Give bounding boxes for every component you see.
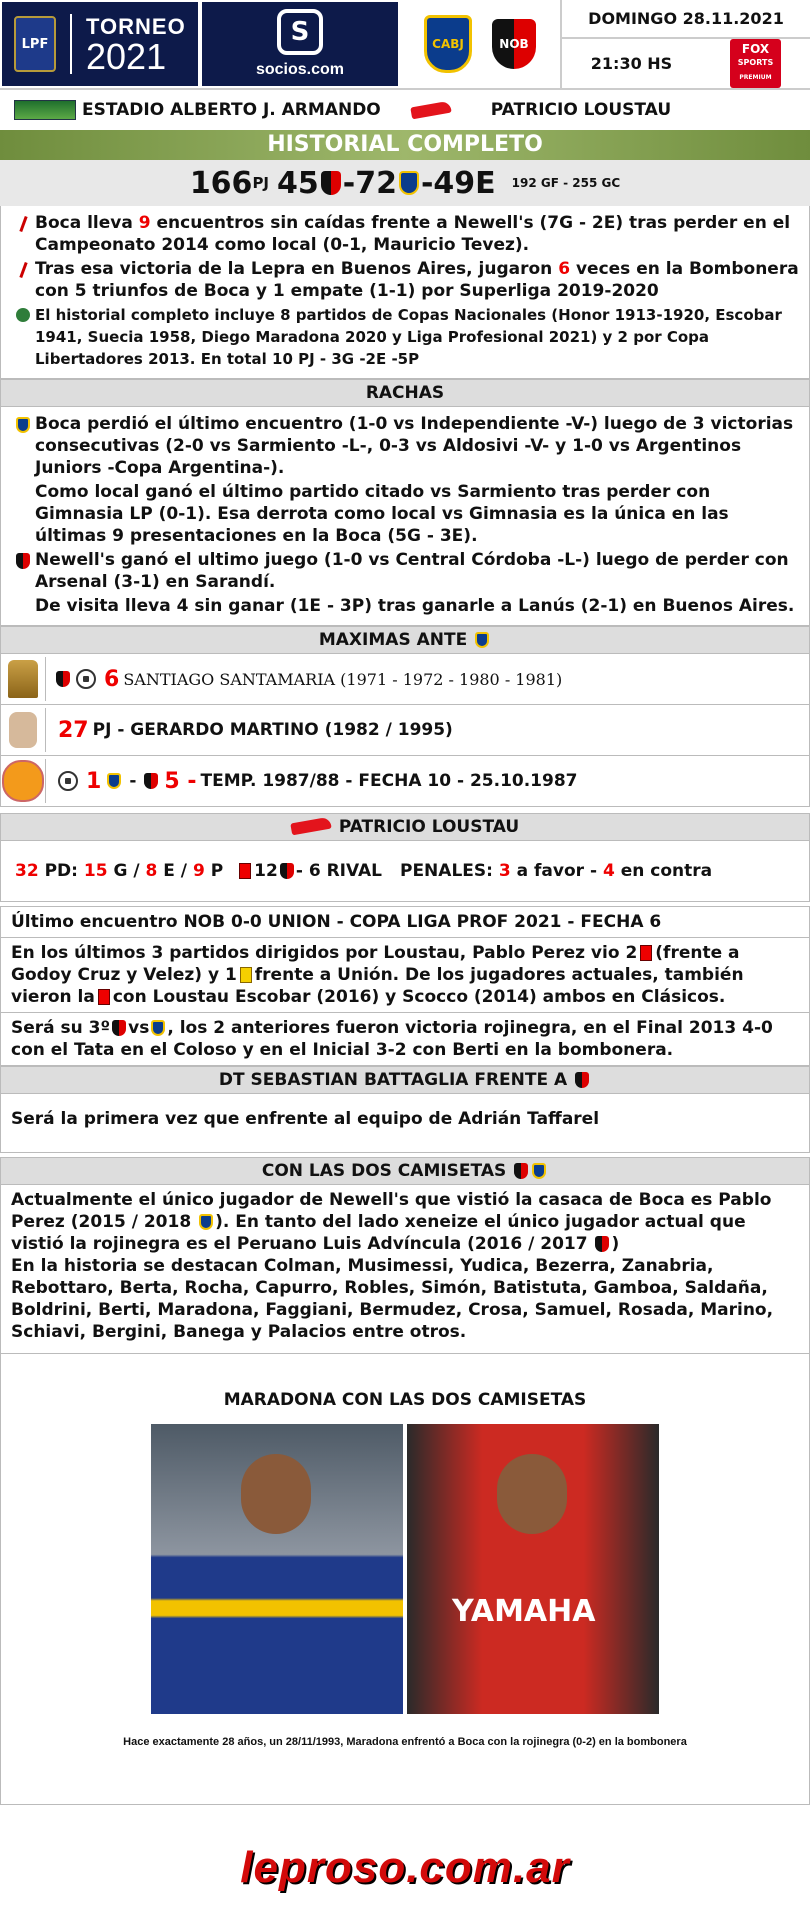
torneo-year: 2021 — [86, 36, 167, 77]
trophy-ball-icon — [16, 308, 30, 322]
boca-crest-icon: CABJ — [424, 15, 472, 73]
venue-row — [0, 90, 810, 130]
historial-totals: 166 PJ 45 -72 -49E 192 GF - 255 GC — [0, 160, 810, 206]
header — [0, 0, 810, 90]
section-title-rachas: RACHAS — [0, 379, 810, 407]
maradona-photos — [1, 1424, 809, 1714]
nob-crest-icon — [595, 1236, 609, 1252]
tarjetas-note: En los últimos 3 partidos dirigidos por Loustau, Pablo Perez vio 2 (frente a Godoy Cruz y Velez) y 1 frente a Unión. De los jugadores actuales, también vieron la con Loustau Escobar (2016) y Scocco (2014) ambos en Clásicos. — [0, 938, 810, 1013]
boca-crest-icon — [107, 773, 121, 789]
maxima-goleada-row: 1 - 5 - TEMP. 1987/88 - FECHA 10 - 25.10.1987 — [0, 756, 810, 807]
boca-crest-icon — [199, 1214, 213, 1230]
boca-crest-icon — [151, 1020, 165, 1036]
tv-channel-logo: FOX SPORTS PREMIUM — [730, 39, 781, 88]
nob-crest-icon — [16, 553, 30, 569]
list-item: Boca lleva 9 encuentros sin caídas frente a Newell's (7G - 2E) tras perder en el Campeonato 2014 como local (0-1, Mauricio Tevez). — [11, 212, 799, 256]
nob-crest-icon: NOB — [492, 19, 536, 69]
nob-crest-icon — [56, 671, 70, 687]
nob-crest-icon — [514, 1163, 528, 1179]
jersey-icon — [9, 712, 37, 748]
referee-name: PATRICIO LOUSTAU — [490, 100, 672, 120]
nob-crest-icon — [112, 1020, 126, 1036]
nob-crest-icon — [575, 1072, 589, 1088]
nob-crest-icon — [144, 773, 158, 789]
camisetas-note: Actualmente el único jugador de Newell's que vistió la casaca de Boca es Pablo Perez (2015 / 2018 ). En tanto del lado xeneize el único jugador actual que vistió la rojinegra es el Peruano Luis Advíncula (2016 / 2017 ) En la historia se destacan Colman, Musimessi, Yudica, Bezerra, Zanabria, Rebottaro, Berta, Rocha, Capurro, Robles, Simón, Batistuta, Gamboa, Saldaña, Boldrini, Berti, Maradona, Faggiani, Bermudez, Crosa, Samuel, Rosada, Marino, Schiavi, Bergini, Banega y Palacios entre otros. — [0, 1185, 810, 1354]
boca-crest-icon — [475, 632, 489, 648]
boca-crest-icon — [532, 1163, 546, 1179]
arbitro-stats: 32 PD: 15 G / 8 E / 9 P 12 - 6 RIVAL PENALES: 3 a favor - 4 en contra — [0, 841, 810, 902]
maradona-title: MARADONA CON LAS DOS CAMISETAS — [223, 1390, 587, 1410]
section-title-dt: DT SEBASTIAN BATTAGLIA FRENTE A — [0, 1066, 810, 1094]
boca-crest-icon — [399, 171, 419, 195]
sponsor-name: socios.com — [255, 61, 345, 78]
boca-crest-icon — [16, 417, 30, 433]
antecedentes-note: Será su 3º vs , los 2 anteriores fueron victoria rojinegra, en el Final 2013 4-0 con el Tata en el Coloso y en el Inicial 3-2 con Berti en la bombonera. — [0, 1013, 810, 1066]
list-item: El historial completo incluye 8 partidos de Copas Nacionales (Honor 1913-1920, Escobar 1941, Suecia 1958, Diego Maradona 2020 y Liga Profesional 2021) y 2 por Copa Libertadores 2013. En total 10 PJ - 3G -2E -5P — [11, 304, 799, 370]
mas-partidos-row: 27 PJ - GERARDO MARTINO (1982 / 1995) — [0, 705, 810, 756]
maradona-section — [0, 1354, 810, 1805]
stadium-icon — [14, 100, 76, 120]
historial-notes — [0, 206, 810, 379]
site-logo[interactable]: leproso.com.ar — [240, 1843, 570, 1892]
ultimo-encuentro: Último encuentro NOB 0-0 UNION - COPA LIGA PROF 2021 - FECHA 6 — [0, 906, 810, 938]
whistle-icon — [290, 817, 331, 836]
red-card-icon — [98, 989, 110, 1005]
trophy-icon — [8, 660, 38, 698]
match-time: 21:30 HS — [590, 54, 673, 73]
match-date: DOMINGO 28.11.2021 — [562, 0, 810, 39]
lpf-badge: LPF — [14, 16, 56, 72]
red-card-icon — [239, 863, 251, 879]
yellow-card-icon — [240, 967, 252, 983]
list-item: Tras esa victoria de la Lepra en Buenos Aires, jugaron 6 veces en la Bombonera con 5 triunfos de Boca y 1 empate (1-1) por Superliga 2019-2020 — [11, 258, 799, 302]
stadium-name: ESTADIO ALBERTO J. ARMANDO — [82, 100, 381, 120]
nob-crest-icon — [321, 171, 341, 195]
rachas-notes: Boca perdió el último encuentro (1-0 vs Independiente -V-) luego de 3 victorias consecutivas (2-0 vs Sarmiento -L-, 0-3 vs Aldosivi -V- y 1-0 vs Argentinos Juniors -Copa Argentina-). Como local ganó el último partido citado vs Sarmiento tras perder con Gimnasia LP (0-1). Esa derrota como local vs Gimnasia es la única en las últimas 9 presentaciones en la Boca (5G - 3E). Newell's ganó el ultimo juego (1-0 vs Central Córdoba -L-) luego de perder con Arsenal (3-1) en Sarandí. De visita lleva 4 sin ganar (1E - 3P) tras ganarle a Lanús (2-1) en Buenos Aires. — [0, 407, 810, 626]
maximo-goleador-row: 6 SANTIAGO SANTAMARIA (1971 - 1972 - 1980 - 1981) — [0, 654, 810, 705]
maradona-boca-photo — [151, 1424, 403, 1714]
dt-note: Será la primera vez que enfrente al equipo de Adrián Taffarel — [0, 1094, 810, 1153]
nob-crest-icon — [280, 863, 294, 879]
torneo-label: TORNEO — [86, 14, 186, 39]
whistle-icon — [410, 101, 451, 120]
goals-summary: 192 GF - 255 GC — [511, 176, 621, 190]
maradona-newells-photo: YAMAHA — [407, 1424, 659, 1714]
section-title-arbitro: PATRICIO LOUSTAU — [0, 813, 810, 841]
section-title-camisetas: CON LAS DOS CAMISETAS — [0, 1157, 810, 1185]
red-card-icon — [640, 945, 652, 961]
maradona-caption: Hace exactamente 28 años, un 28/11/1993, Maradona enfrentó a Boca con la rojinegra (0-2) en la bombonera — [123, 1736, 687, 1748]
goleada-badge-icon — [2, 760, 44, 802]
soccer-ball-icon — [76, 669, 96, 689]
team-crests — [400, 0, 560, 88]
flag-icon — [19, 216, 27, 232]
match-info — [560, 0, 810, 88]
section-title-historial: HISTORIAL COMPLETO — [0, 130, 810, 160]
section-title-maximas: MAXIMAS ANTE — [0, 626, 810, 654]
socios-icon: S — [277, 9, 323, 55]
soccer-ball-icon — [58, 771, 78, 791]
sponsor-logo — [200, 0, 400, 88]
torneo-logo — [0, 0, 200, 88]
flag-icon — [19, 262, 27, 278]
